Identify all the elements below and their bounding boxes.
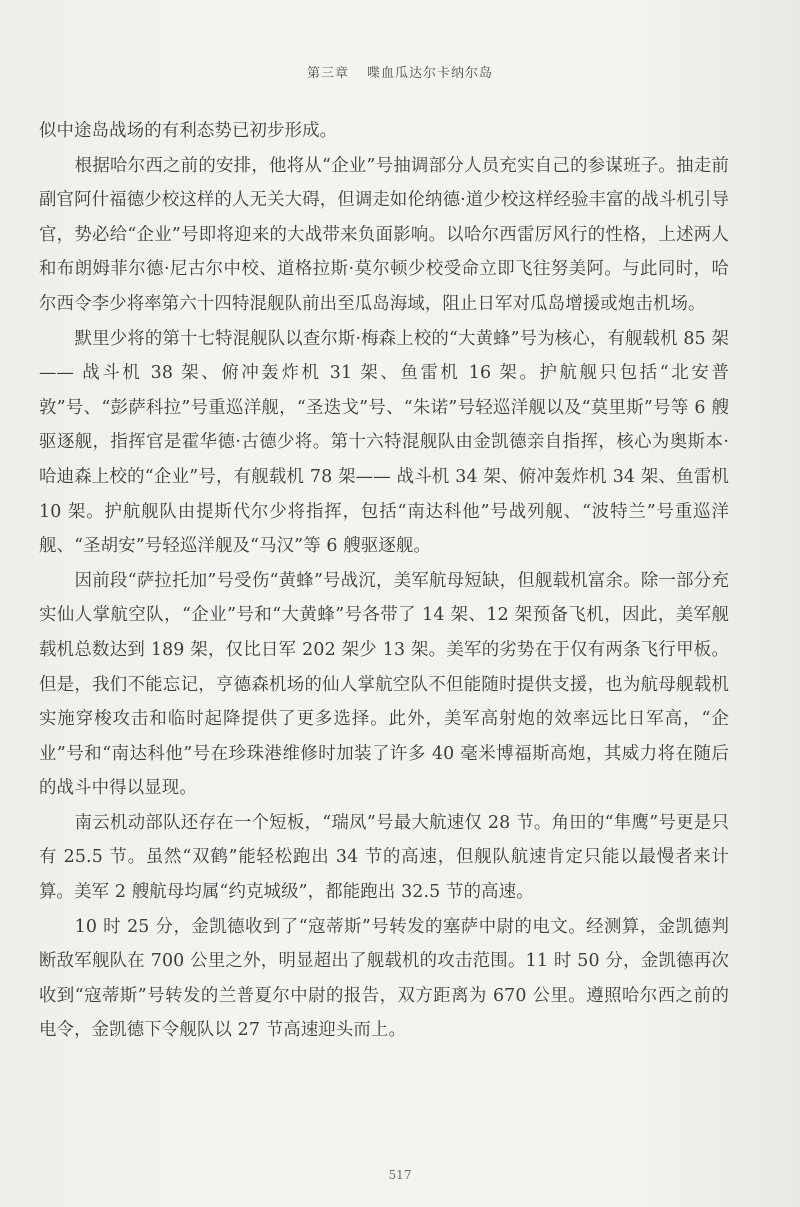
paragraph-continuation: 似中途岛战场的有利态势已初步形成。	[39, 121, 338, 141]
paragraph: 根据哈尔西之前的安排，他将从“企业”号抽调部分人员充实自己的参谋班子。抽走前副官阿什福德少校这样的人无关大碍，但调走如伦纳德·道少校这样经验丰富的战斗机引导官，势必给“企业”号即将迎来的大战带来负面影响。以哈尔西雷厉风行的性格，上述两人和布朗姆菲尔德·尼古尔中校、道格拉斯·莫尔顿少校受命立即飞往努美阿。与此同时，哈尔西令李少将率第六十四特混舰队前出至瓜岛海域，阻止日军对瓜岛增援或炮击机场。	[39, 155, 729, 314]
paragraph: 因前段“萨拉托加”号受伤“黄蜂”号战沉，美军航母短缺，但舰载机富余。除一部分充实仙人掌航空队，“企业”号和“大黄蜂”号各带了 14 架、12 架预备飞机，因此，美军舰载机总数达到 189 架，仅比日军 202 架少 13 架。美军的劣势在于仅有两条飞行甲板。但是，我们不能忘记，亨德森机场的仙人掌航空队不但能随时提供支援，也为航母舰载机实施穿梭攻击和临时起降提供了更多选择。此外，美军高射炮的效率远比日军高，“企业”号和“南达科他”号在珍珠港维修时加装了许多 40 毫米博福斯高炮，其威力将在随后的战斗中得以显现。	[39, 570, 729, 799]
paragraph: 默里少将的第十七特混舰队以查尔斯·梅森上校的“大黄蜂”号为核心，有舰载机 85 架—— 战斗机 38 架、俯冲轰炸机 31 架、鱼雷机 16 架。护航舰只包括“北安普敦”号、“彭萨科拉”号重巡洋舰，“圣迭戈”号、“朱诺”号轻巡洋舰以及“莫里斯”号等 6 艘驱逐舰，指挥官是霍华德·古德少将。第十六特混舰队由金凯德亲自指挥，核心为奥斯本·哈迪森上校的“企业”号，有舰载机 78 架—— 战斗机 34 架、俯冲轰炸机 34 架、鱼雷机 10 架。护航舰队由提斯代尔少将指挥，包括“南达科他”号战列舰、“波特兰”号重巡洋舰、“圣胡安”号轻巡洋舰及“马汉”等 6 艘驱逐舰。	[39, 328, 729, 557]
paragraph: 南云机动部队还存在一个短板，“瑞凤”号最大航速仅 28 节。角田的“隼鹰”号更是只有 25.5 节。虽然“双鹤”能轻松跑出 34 节的高速，但舰队航速肯定只能以最慢者来计算。美军 2 艘航母均属“约克城级”，都能跑出 32.5 节的高速。	[39, 812, 729, 903]
chapter-label: 第三章	[306, 66, 349, 81]
paragraph: 10 时 25 分，金凯德收到了“寇蒂斯”号转发的塞萨中尉的电文。经测算，金凯德判断敌军舰队在 700 公里之外，明显超出了舰载机的攻击范围。11 时 50 分，金凯德再次收到“寇蒂斯”号转发的兰普夏尔中尉的报告，双方距离为 670 公里。遵照哈尔西之前的电令，金凯德下令舰队以 27 节高速迎头而上。	[39, 916, 729, 1041]
body-text	[39, 114, 729, 1048]
page-number: 517	[388, 1168, 412, 1182]
running-header	[0, 62, 800, 81]
chapter-title: 喋血瓜达尔卡纳尔岛	[367, 66, 494, 81]
